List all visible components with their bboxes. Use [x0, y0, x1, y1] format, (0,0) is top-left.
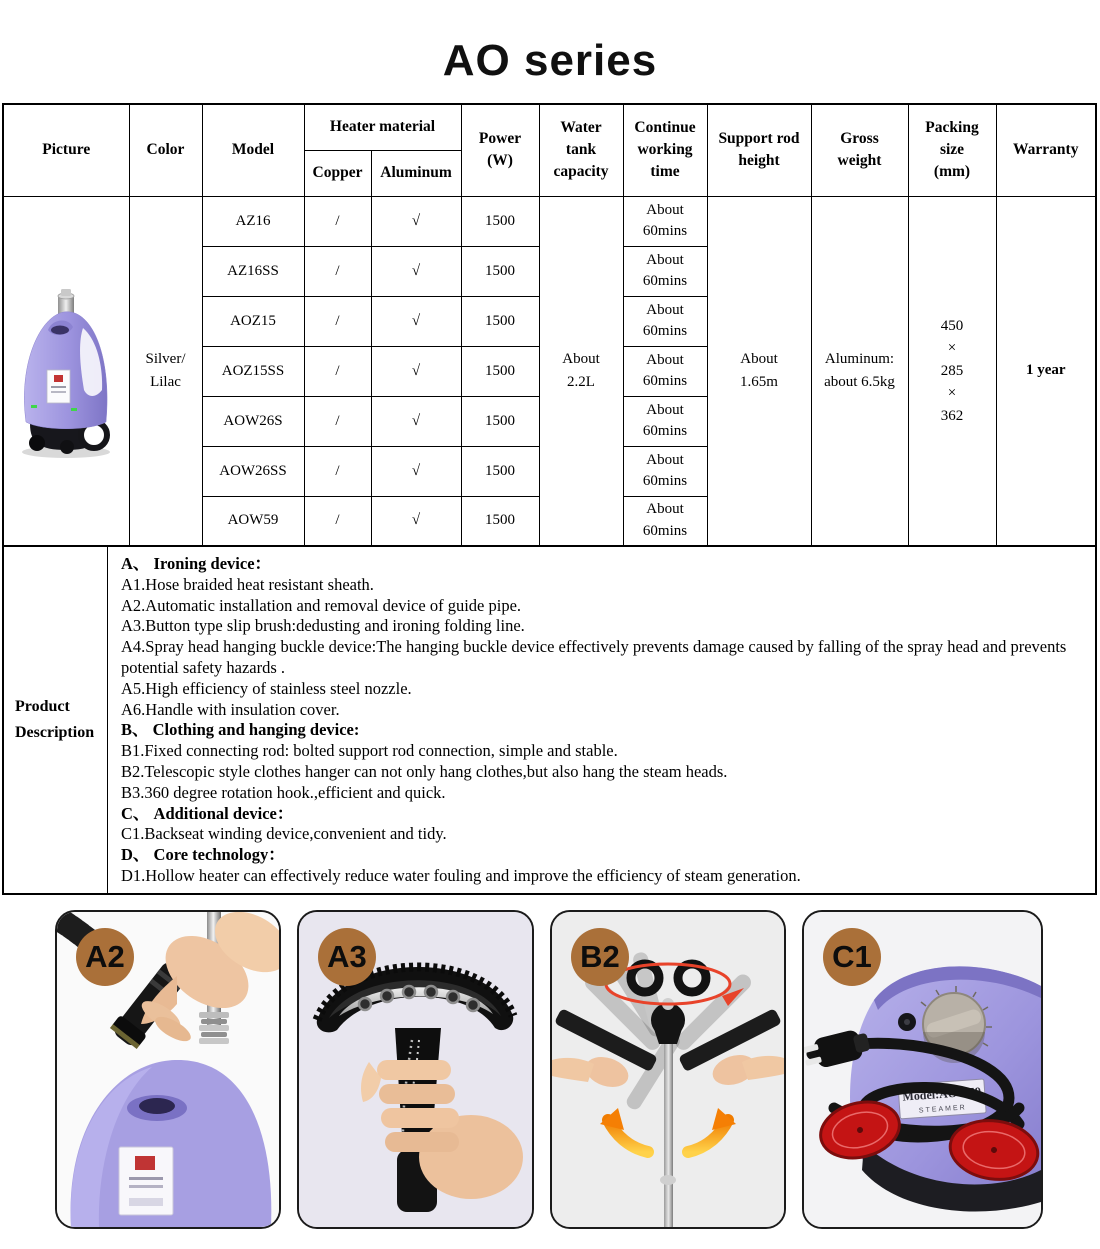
- feature-badge-a3: A3: [318, 928, 376, 986]
- water-tank-cell: [539, 196, 623, 546]
- col-header-water-tank: [539, 104, 623, 196]
- aluminum-cell: √: [371, 346, 461, 396]
- col-header-picture: Picture: [3, 104, 129, 196]
- power-cell: 1500: [461, 246, 539, 296]
- description-line: B3.360 degree rotation hook.,efficient and quick.: [121, 782, 446, 802]
- aluminum-cell: √: [371, 196, 461, 246]
- header-line: capacity: [553, 163, 609, 181]
- copper-cell: /: [304, 196, 371, 246]
- working-time-cell: [623, 446, 707, 496]
- cell-line: 1.65m: [740, 373, 778, 390]
- cell-line: 2.2L: [567, 373, 595, 390]
- header-line: weight: [837, 152, 882, 170]
- header-line: tank: [565, 141, 597, 159]
- copper-cell: /: [304, 296, 371, 346]
- cell-line: 60mins: [642, 473, 688, 489]
- model-cell: AOZ15SS: [202, 346, 304, 396]
- spec-sheet: [2, 103, 1097, 895]
- working-time-cell: [623, 246, 707, 296]
- col-header-packing-size: [908, 104, 996, 196]
- description-line: C1.Backseat winding device,convenient and tidy.: [121, 824, 447, 844]
- power-cell: 1500: [461, 396, 539, 446]
- cell-line: Lilac: [150, 373, 181, 390]
- description-heading: B、 Clothing and hanging device:: [121, 720, 360, 740]
- color-cell: [129, 196, 202, 546]
- feature-badge-b2: B2: [571, 928, 629, 986]
- power-cell: 1500: [461, 346, 539, 396]
- feature-card-a3: [297, 910, 534, 1229]
- power-cell: 1500: [461, 196, 539, 246]
- spec-table: [2, 103, 1097, 547]
- col-header-power: [461, 104, 539, 196]
- copper-cell: /: [304, 346, 371, 396]
- copper-cell: /: [304, 246, 371, 296]
- device-label-model: Model:AOW59: [901, 1084, 982, 1104]
- label-line: Product: [15, 698, 70, 716]
- label-line: Description: [15, 723, 95, 741]
- cell-line: ×: [947, 385, 957, 401]
- copper-cell: /: [304, 496, 371, 546]
- cell-line: About: [646, 301, 684, 318]
- description-line: A4.Spray head hanging buckle device:The hanging buckle device effectively prevents damage caused by falling of the spray head and prevents potential safety hazards .: [121, 637, 1067, 677]
- model-cell: AZ16: [202, 196, 304, 246]
- cell-line: About: [646, 351, 684, 368]
- col-header-aluminum: Aluminum: [371, 150, 461, 196]
- description-heading: A、 Ironing device：: [121, 554, 272, 573]
- cell-line: 60mins: [642, 522, 688, 539]
- product-description-label: [4, 547, 108, 893]
- header-line: working: [637, 141, 693, 159]
- power-cell: 1500: [461, 496, 539, 546]
- warranty-cell: 1 year: [996, 196, 1096, 546]
- garment-steamer-product-image: [10, 286, 122, 461]
- cell-line: 60mins: [642, 223, 688, 239]
- model-cell: AOZ15: [202, 296, 304, 346]
- col-header-heater-material: Heater material: [304, 104, 461, 150]
- support-rod-cell: [707, 196, 811, 546]
- cell-line: 450: [940, 317, 964, 334]
- model-cell: AZ16SS: [202, 246, 304, 296]
- working-time-cell: [623, 396, 707, 446]
- header-line: (mm): [933, 163, 971, 181]
- cell-line: about 6.5kg: [824, 373, 895, 390]
- model-cell: AOW59: [202, 496, 304, 546]
- page-title: AO series: [442, 36, 658, 85]
- cell-line: 60mins: [642, 323, 688, 339]
- description-line: A2.Automatic installation and removal device of guide pipe.: [121, 595, 522, 615]
- power-cell: 1500: [461, 446, 539, 496]
- working-time-cell: [623, 496, 707, 546]
- description-heading: D、 Core technology：: [121, 845, 285, 865]
- header-line: (W): [487, 152, 513, 170]
- feature-photo-gallery: [55, 910, 1043, 1229]
- working-time-cell: [623, 196, 707, 246]
- description-heading: C、 Additional device：: [121, 803, 294, 823]
- header-line: size: [939, 141, 965, 159]
- model-cell: AOW26SS: [202, 446, 304, 496]
- cell-line: About: [646, 501, 684, 518]
- cell-line: About: [646, 201, 684, 218]
- cell-line: About: [646, 251, 684, 268]
- device-label-steamer: STEAMER: [918, 1104, 967, 1115]
- power-cell: 1500: [461, 296, 539, 346]
- model-cell: AOW26S: [202, 396, 304, 446]
- feature-card-a2: [55, 910, 281, 1229]
- table-row: [3, 196, 1096, 246]
- aluminum-cell: √: [371, 496, 461, 546]
- header-line: height: [738, 152, 780, 170]
- description-line: A3.Button type slip brush:dedusting and ironing folding line.: [121, 616, 525, 636]
- col-header-working-time: [623, 104, 707, 196]
- cell-line: About: [562, 351, 600, 368]
- header-line: Water: [560, 118, 602, 136]
- feature-badge-c1: C1: [823, 928, 881, 986]
- header-line: Support rod: [718, 129, 800, 147]
- working-time-cell: [623, 346, 707, 396]
- feature-card-c1: [802, 910, 1043, 1229]
- product-picture-cell: [3, 196, 129, 546]
- description-line: B1.Fixed connecting rod: bolted support rod connection, simple and stable.: [121, 741, 618, 761]
- aluminum-cell: √: [371, 296, 461, 346]
- description-line: A6.Handle with insulation cover.: [121, 699, 340, 719]
- cell-line: About: [646, 401, 684, 418]
- working-time-cell: [623, 296, 707, 346]
- cell-line: 60mins: [642, 423, 688, 439]
- aluminum-cell: √: [371, 446, 461, 496]
- product-description-body: [108, 547, 1095, 893]
- col-header-model: Model: [202, 104, 304, 196]
- cell-line: Aluminum:: [824, 351, 895, 368]
- cell-line: Silver/: [145, 351, 186, 368]
- col-header-copper: Copper: [304, 150, 371, 196]
- header-line: Gross: [840, 129, 879, 147]
- cell-line: 362: [940, 407, 964, 424]
- cell-line: About: [646, 451, 684, 468]
- col-header-warranty: Warranty: [996, 104, 1096, 196]
- cell-line: ×: [947, 340, 957, 356]
- copper-cell: /: [304, 396, 371, 446]
- header-line: Power: [478, 129, 522, 147]
- aluminum-cell: √: [371, 396, 461, 446]
- copper-cell: /: [304, 446, 371, 496]
- aluminum-cell: √: [371, 246, 461, 296]
- col-header-support-rod: [707, 104, 811, 196]
- header-line: Continue: [634, 118, 696, 136]
- header-line: Packing: [925, 118, 979, 136]
- feature-card-b2: [550, 910, 786, 1229]
- col-header-gross-weight: [811, 104, 908, 196]
- description-line: A1.Hose braided heat resistant sheath.: [121, 574, 374, 594]
- gross-weight-cell: [811, 196, 908, 546]
- packing-size-cell: [908, 196, 996, 546]
- header-line: time: [650, 163, 680, 181]
- cell-line: 285: [940, 362, 964, 379]
- feature-badge-a2: A2: [76, 928, 134, 986]
- cell-line: 60mins: [642, 373, 688, 389]
- col-header-color: Color: [129, 104, 202, 196]
- description-line: A5.High efficiency of stainless steel nozzle.: [121, 678, 412, 698]
- cell-line: About: [740, 351, 778, 368]
- cell-line: 60mins: [642, 273, 688, 289]
- description-line: D1.Hollow heater can effectively reduce water fouling and improve the efficiency of steam generation.: [121, 865, 801, 885]
- description-line: B2.Telescopic style clothes hanger can not only hang clothes,but also hang the steam heads.: [121, 761, 728, 781]
- product-description-section: [2, 547, 1097, 895]
